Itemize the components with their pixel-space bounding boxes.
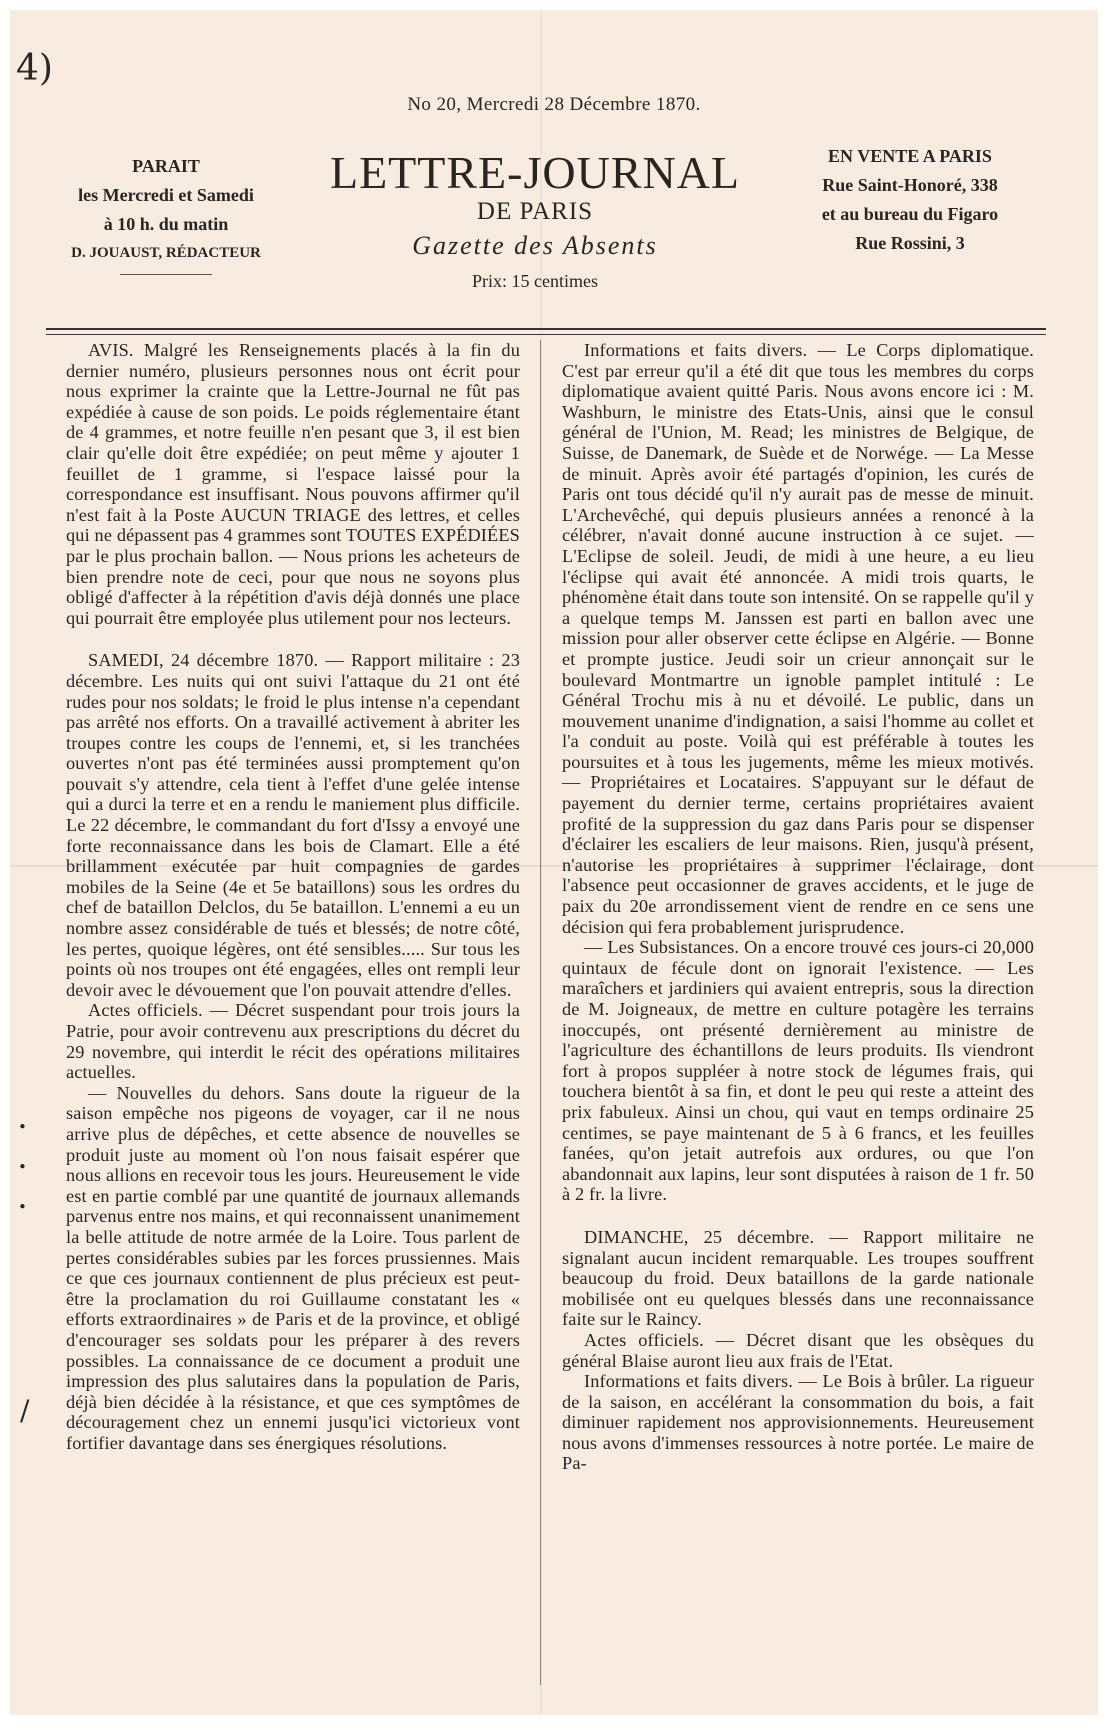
ink-mark: • [18, 1118, 27, 1136]
article-paragraph: AVIS. Malgré les Renseignements placés à la fin du dernier numéro, plusieurs personnes nous ont écrit pour nous exprimer la crainte que la Lettre-Journal ne fût pas expédiée à cause de son poids. Le poids réglementaire étant de 4 grammes, et notre feuille n'en pesant que 3, il est bien clair qu'elle doit être expédiée; on peut même y ajouter 1 feuillet de 1 gramme, si l'espace laissé pour la correspondance est insuffisant. Nous pouvons affirmer qu'il n'est fait à la Poste AUCUN TRIAGE des lettres, et celles qui ne dépassent pas 4 grammes sont TOUTES EXPÉDIÉES par le plus prochain ballon. — Nous prions les acheteurs de bien prendre note de ceci, pour que nous ne soyons plus obligé d'affecter à la répétition d'avis déjà donnés une place qui pourrait être employée plus utilement pour nos lecteurs. [66, 340, 520, 628]
issue-line: No 20, Mercredi 28 Décembre 1870. [407, 94, 701, 115]
gazette-line: Gazette des Absents [412, 231, 658, 260]
masthead-left-line: les Mercredi et Samedi [78, 185, 254, 205]
newspaper-title: LETTRE-JOURNAL [329, 147, 741, 198]
masthead-rule [46, 328, 1046, 335]
ink-mark: / [20, 1394, 30, 1427]
article-paragraph: Informations et faits divers. — Le Bois à brûler. La rigueur de la saison, en accélérant la consommation du bois, a fait diminuer rapidement nos approvisionnements. Heureusement nous avons d'immenses ressources à notre portée. Le maire de Pa- [562, 1371, 1034, 1474]
masthead-left [56, 152, 276, 275]
masthead-left-line: PARAIT [132, 156, 200, 176]
handwritten-margin-note: 4) [16, 48, 53, 89]
masthead-left-line: à 10 h. du matin [103, 214, 229, 234]
masthead-right-line: EN VENTE A PARIS [828, 146, 992, 166]
article-paragraph: Actes officiels. — Décret disant que les obsèques du général Blaise auront lieu aux frais de l'Etat. [562, 1329, 1034, 1371]
masthead-right-line: Rue Rossini, 3 [855, 233, 965, 253]
price-line: Prix: 15 centimes [472, 271, 598, 291]
newspaper-subtitle: DE PARIS [476, 198, 594, 225]
column-divider [540, 340, 541, 1685]
ink-mark: • [18, 1158, 27, 1176]
left-column [66, 340, 520, 1453]
masthead-left-line: D. JOUAUST, RÉDACTEUR [71, 245, 261, 261]
masthead-right-line: et au bureau du Figaro [821, 204, 999, 224]
article-paragraph: SAMEDI, 24 décembre 1870. — Rapport militaire : 23 décembre. Les nuits qui ont suivi l'attaque du 21 ont été rudes pour nos soldats; le froid le plus intense n'a cependant pas arrêté nos efforts. On a travaillé activement à abriter les troupes contre les coups de l'ennemi, et, si les tranchées ouvertes n'ont pas été terminées aussi promptement qu'on pouvait s'y attendre, cela tient à l'effet d'une gelée intense qui a durci la terre et en a rendu le maniement plus difficile. Le 22 décembre, le commandant du fort d'Issy a envoyé une forte reconnaissance dans les bois de Clamart. Elle a été brillamment exécutée par huit compagnies de gardes mobiles de la Seine (4e et 5e bataillons) sous les ordres du chef de bataillon Delclos, du 5e bataillon. L'ennemi a eu un nombre assez considérable de tués et blessés; de notre côté, les pertes, quoique légères, ont été sensibles..... Sur tous les points où nos troupes ont été engagées, elles ont rempli leur devoir avec le dévouement que l'on pouvait attendre d'elles. [66, 650, 520, 1000]
divider [120, 274, 212, 275]
masthead-right-line: Rue Saint-Honoré, 338 [822, 175, 998, 195]
ink-mark: • [18, 1198, 27, 1216]
article-paragraph: Actes officiels. — Décret suspendant pour trois jours la Patrie, pour avoir contrevenu aux prescriptions du décret du 29 novembre, qui interdit le récit des opérations militaires actuelles. [66, 1000, 520, 1083]
article-paragraph: Informations et faits divers. — Le Corps diplomatique. C'est par erreur qu'il a été dit que tous les membres du corps diplomatique avaient quitté Paris. Nous avons encore ici : M. Washburn, le ministre des Etats-Unis, ainsi que le consul général de l'Union, M. Read; les ministres de Belgique, de Suisse, de Danemark, de Suède et de Norwége. — La Messe de minuit. Après avoir été partagés d'opinion, les curés de Paris ont tous décidé qu'il n'y aurait pas de messe de minuit. L'Archevêché, qui depuis plusieurs années a renoncé à la célébrer, n'avait donné aucune instruction à ce sujet. — L'Eclipse de soleil. Jeudi, de midi à une heure, a eu lieu l'éclipse qui avait été annoncée. A midi trois quarts, le phénomène était dans toute son intensité. On se rappelle qu'il y a quelque temps M. Janssen est parti en ballon avec une mission pour aller observer cette éclipse en Algérie. — Bonne et prompte justice. Jeudi soir un crieur annonçait sur le boulevard Montmartre un ignoble pamplet intitulé : Le Général Trochu mis à nu et dévoilé. Le public, dans un mouvement unanime d'indignation, a saisi l'homme au collet et l'a conduit au poste. Voilà qui est préférable à toutes les poursuites et à tous les jugements, même les mieux motivés. — Propriétaires et Locataires. S'appuyant sur le défaut de payement du dernier terme, certains propriétaires avaient profité de la suppression du gaz dans Paris pour se dispenser d'éclairer les escaliers de leur maisons. Rien, jusqu'à présent, n'autorise les propriétaires à supprimer l'éclairage, dont l'absence peut occasionner de graves accidents, et le juge de paix du 20e arrondissement vient de rendre en ce sens une décision qui fera probablement jurisprudence. [562, 340, 1034, 937]
newspaper-sheet [10, 10, 1098, 1715]
masthead-center [300, 148, 770, 296]
masthead-right [780, 142, 1040, 258]
article-paragraph: — Les Subsistances. On a encore trouvé ces jours-ci 20,000 quintaux de fécule dont on ignorait l'existence. — Les maraîchers et jardiniers qui avaient entrepris, sous la direction de M. Joigneaux, de mettre en culture potagère les terrains inoccupés, ont présenté dernièrement au ministre de l'agriculture des échantillons de leurs produits. Ils viendront fort à propos suppléer à notre stock de légumes frais, qui touchera bientôt à sa fin, et dont le peu qui reste a atteint des prix fabuleux. Ainsi un chou, qui vaut en temps ordinaire 25 centimes, se paye maintenant de 5 à 6 francs, et les feuilles fanées, qu'on jetait autrefois aux ordures, ou que l'on abandonnait aux lapins, leur sont disputées à raison de 1 fr. 50 à 2 fr. la livre. [562, 937, 1034, 1205]
article-paragraph: — Nouvelles du dehors. Sans doute la rigueur de la saison empêche nos pigeons de voyager, car il ne nous arrive plus de dépêches, et cette absence de nouvelles se produit juste au moment où l'on nous faisait espérer que nous allions en recevoir tous les jours. Heureusement le vide est en partie comblé par une quantité de journaux allemands parvenus entre nos mains, et qui reconnaissent unanimement la belle attitude de notre armée de la Loire. Tous parlent de pertes considérables subies par les forces prussiennes. Mais ce que ces journaux contiennent de plus précieux est peut-être la proclamation du roi Guillaume constatant les « efforts extraordinaires » de Paris et de la province, et obligé d'encourager ses soldats pour les préparer à des revers possibles. La connaissance de ce document a produit une impression des plus salutaires dans la population de Paris, déjà bien décidée à la résistance, et que ces symptômes de découragement chez un ennemi jusqu'ici victorieux vont fortifier davantage dans ses énergiques résolutions. [66, 1082, 520, 1453]
article-paragraph: DIMANCHE, 25 décembre. — Rapport militaire ne signalant aucun incident remarquable. Les troupes souffrent beaucoup du froid. Deux bataillons de la garde nationale mobilisée ont eu quelques blessés dans une reconnaissance faite sur le Raincy. [562, 1226, 1034, 1330]
right-column [562, 340, 1034, 1474]
